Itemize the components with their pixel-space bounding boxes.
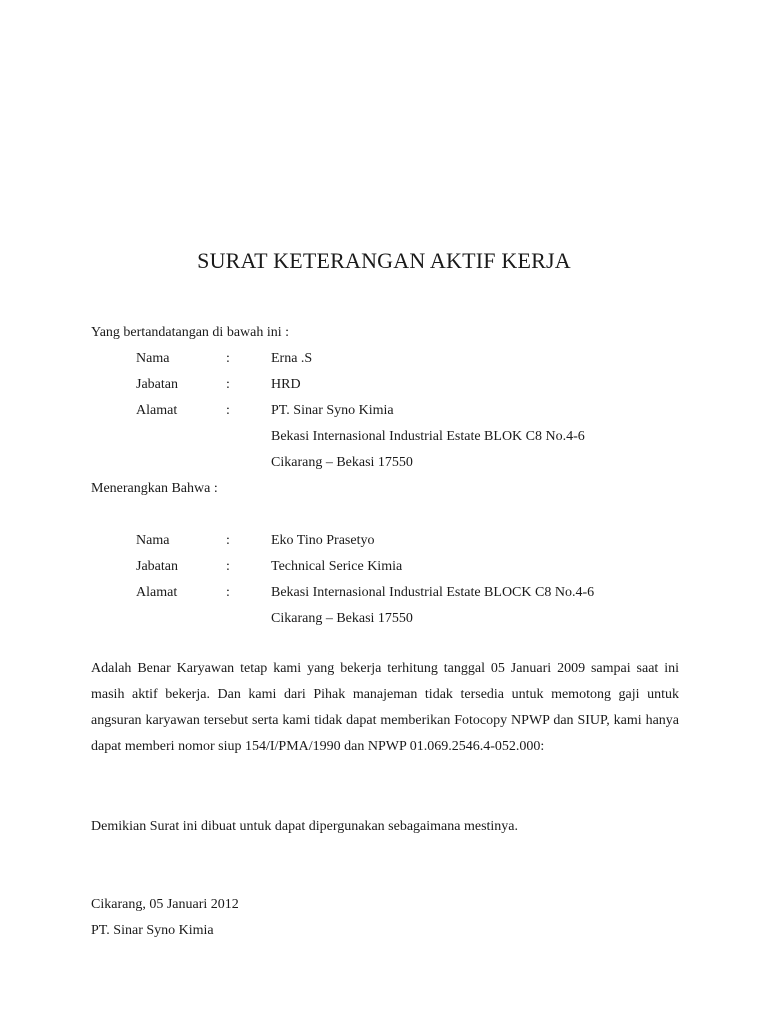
signer-position: HRD: [271, 377, 301, 392]
signer-name-label: Nama: [136, 351, 170, 366]
employee-position-label: Jabatan: [136, 559, 178, 574]
company-name: PT. Sinar Syno Kimia: [91, 923, 214, 938]
colon: :: [226, 403, 230, 418]
colon: :: [226, 559, 230, 574]
body-paragraph: Adalah Benar Karyawan tetap kami yang bekerja terhitung tanggal 05 Januari 2009 sampai saat ini masih aktif bekerja. Dan kami dari Pihak manajeman tidak tersedia untuk memotong gaji untuk angsuran karyawan tersebut serta kami tidak dapat memberikan Fotocopy NPWP dan SIUP, kami hanya dapat memberi nomor siup 154/I/PMA/1990 dan NPWP 01.069.2546.4-052.000:: [91, 661, 679, 754]
signer-address-line1: PT. Sinar Syno Kimia: [271, 403, 394, 418]
signer-address-label: Alamat: [136, 403, 178, 418]
employee-name-label: Nama: [136, 533, 170, 548]
colon: :: [226, 585, 230, 600]
place-date: Cikarang, 05 Januari 2012: [91, 897, 239, 912]
employee-address-line1: Bekasi Internasional Industrial Estate BLOCK C8 No.4-6: [271, 585, 595, 600]
signer-address-line3: Cikarang – Bekasi 17550: [271, 455, 413, 470]
employee-address-line2: Cikarang – Bekasi 17550: [271, 611, 413, 626]
employee-name: Eko Tino Prasetyo: [271, 533, 375, 548]
closing-text: Demikian Surat ini dibuat untuk dapat dipergunakan sebagaimana mestinya.: [91, 819, 519, 834]
document-title: SURAT KETERANGAN AKTIF KERJA: [197, 248, 571, 273]
colon: :: [226, 377, 230, 392]
signer-position-label: Jabatan: [136, 377, 178, 392]
signer-address-line2: Bekasi Internasional Industrial Estate BLOK C8 No.4-6: [271, 429, 585, 444]
employee-address-label: Alamat: [136, 585, 178, 600]
intro-text: Yang bertandatangan di bawah ini :: [91, 325, 290, 340]
employee-position: Technical Serice Kimia: [271, 559, 403, 574]
colon: :: [226, 351, 230, 366]
signer-name: Erna .S: [271, 351, 313, 366]
menerangkan-text: Menerangkan Bahwa :: [91, 481, 218, 496]
colon: :: [226, 533, 230, 548]
